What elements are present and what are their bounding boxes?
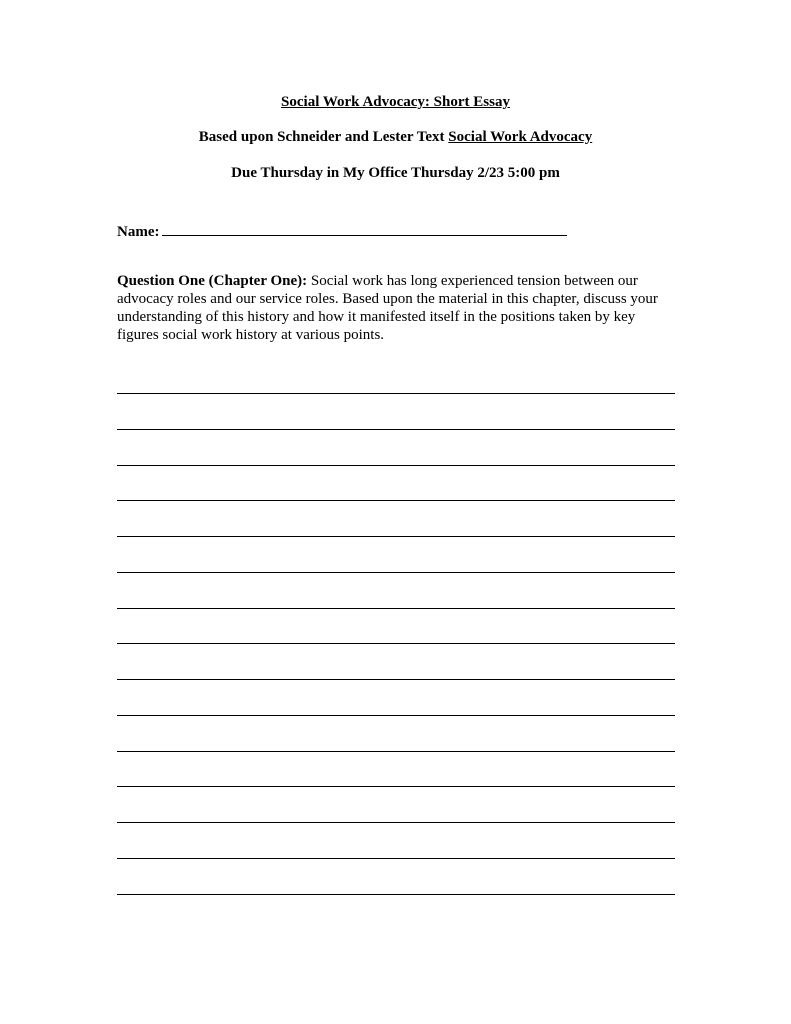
answer-line[interactable] <box>117 393 675 394</box>
question-text: Social work has long experienced tension between our advocacy roles and our service roles. Based upon the material in this chapter, discuss your understanding of this history and how it manifested itself in the positions taken by key figures social work history at various points. <box>117 273 658 343</box>
name-label: Name: <box>117 224 160 240</box>
answer-line[interactable] <box>117 643 675 644</box>
question-label: Question One (Chapter One): <box>117 273 308 289</box>
answer-line[interactable] <box>117 465 675 466</box>
document-title-text: Social Work Advocacy: Short Essay <box>281 94 510 110</box>
answer-lines <box>117 0 675 1024</box>
answer-line[interactable] <box>117 536 675 537</box>
answer-line[interactable] <box>117 429 675 430</box>
answer-line[interactable] <box>117 786 675 787</box>
answer-line[interactable] <box>117 751 675 752</box>
answer-line[interactable] <box>117 500 675 501</box>
answer-line[interactable] <box>117 572 675 573</box>
subtitle-prefix: Based upon Schneider and Lester Text <box>198 129 449 145</box>
answer-line[interactable] <box>117 715 675 716</box>
answer-line[interactable] <box>117 822 675 823</box>
due-date-text: Due Thursday in My Office Thursday 2/23 5:00 pm <box>231 165 560 181</box>
answer-line[interactable] <box>117 894 675 895</box>
subtitle-book-title: Social Work Advocacy <box>448 129 593 145</box>
answer-line[interactable] <box>117 608 675 609</box>
answer-line[interactable] <box>117 858 675 859</box>
answer-line[interactable] <box>117 679 675 680</box>
